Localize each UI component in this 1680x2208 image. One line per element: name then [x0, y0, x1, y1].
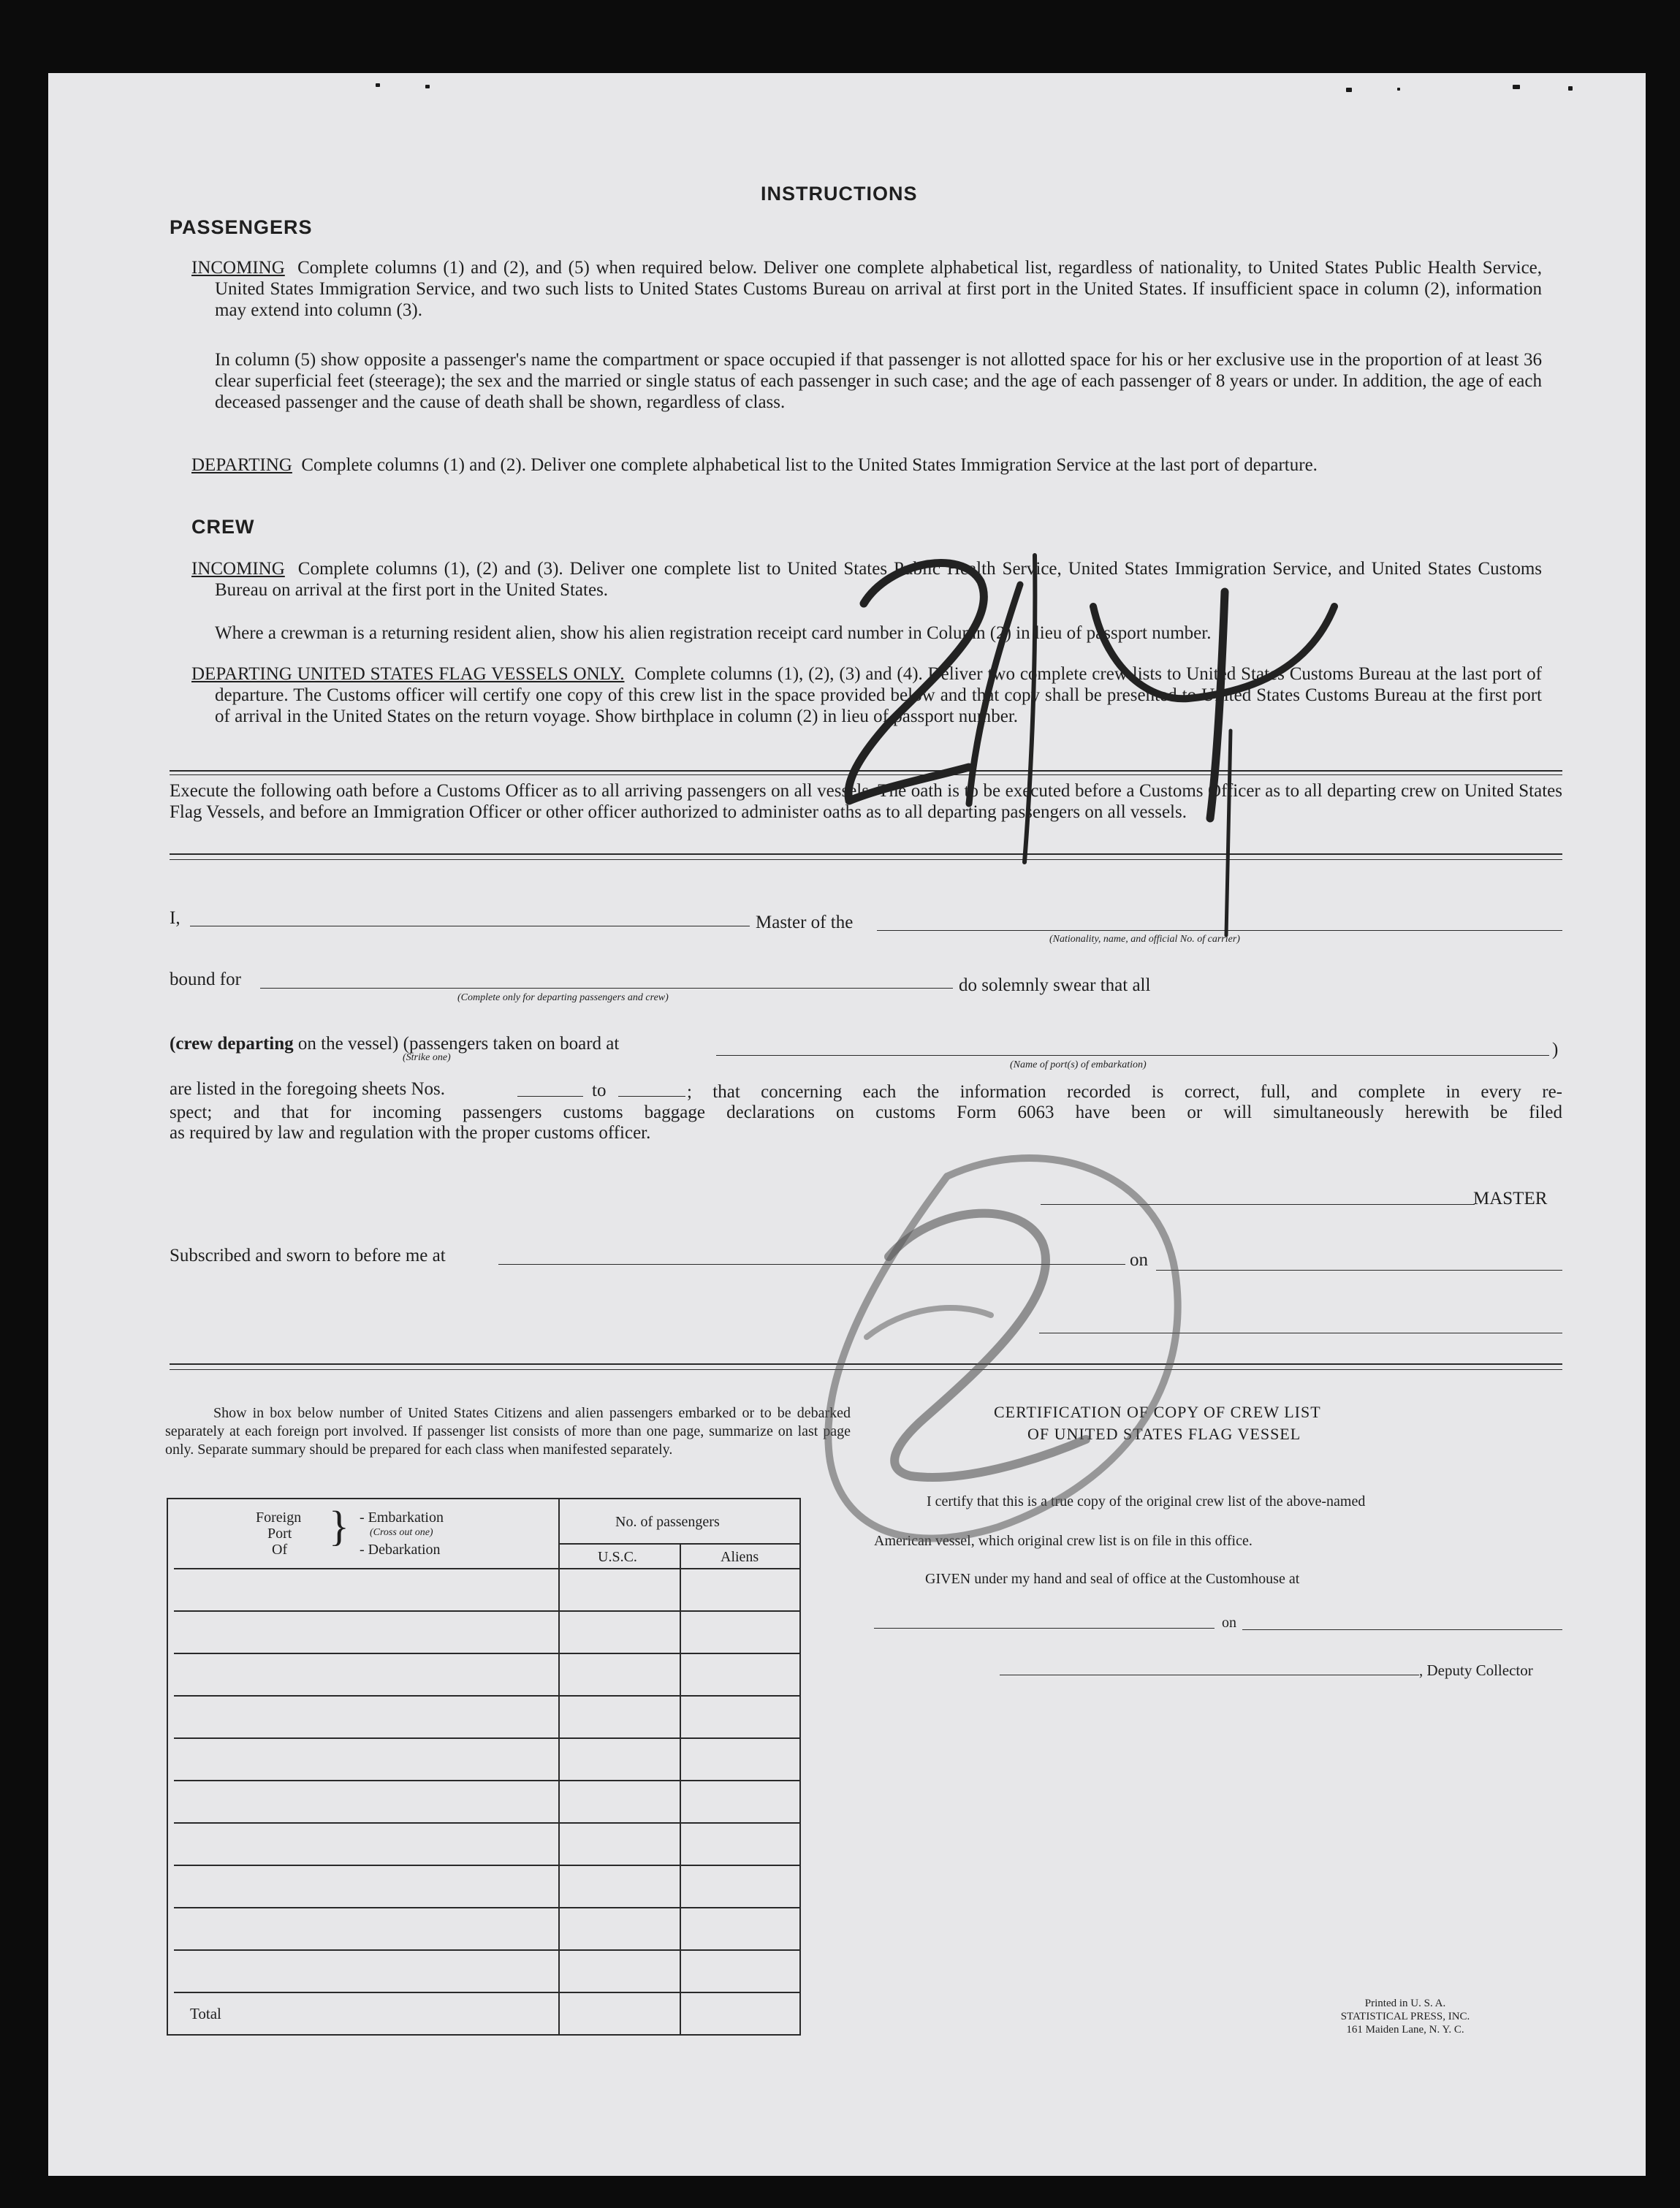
brace-icon: }: [329, 1502, 349, 1550]
certification-title-1: CERTIFICATION OF COPY OF CREW LIST: [994, 1403, 1321, 1421]
crew-incoming-text: Complete columns (1), (2) and (3). Deliver one complete list to United States Public Health Service, United States Immigration Service, and United States Customs Bureau on arrival at the first port in the United States.: [215, 559, 1543, 600]
handwritten-page-number: [779, 482, 1422, 964]
sheet-from-field[interactable]: [517, 1096, 583, 1097]
embarkation-ports-field[interactable]: [716, 1055, 1549, 1056]
debarkation-label: - Debarkation: [360, 1542, 441, 1558]
no-passengers-header: No. of passengers: [615, 1514, 720, 1530]
listed-prefix: are listed in the foregoing sheets Nos.: [170, 1079, 445, 1099]
punch-mark: [1513, 85, 1520, 89]
given-line: GIVEN under my hand and seal of office at the Customhouse at: [925, 1571, 1300, 1587]
table-row: [174, 1610, 799, 1612]
customhouse-field[interactable]: [874, 1628, 1215, 1629]
on-the-vessel-label: on the vessel): [297, 1034, 399, 1054]
aliens-header: Aliens: [721, 1549, 759, 1565]
crew-departing-line: [170, 1033, 619, 1054]
to-label: to: [592, 1081, 607, 1100]
punch-mark: [425, 85, 430, 88]
close-paren: ): [1552, 1040, 1559, 1059]
strike-one-caption: (Strike one): [403, 1052, 451, 1063]
sworn-on-label: on: [1130, 1250, 1148, 1270]
departing-caption: (Complete only for departing passengers and crew): [457, 992, 669, 1003]
departing-us-text: Complete columns (1), (2), (3) and (4). Deliver two complete crew lists to United States Customs Bureau at the last port of departure. The Customs officer will certify one copy of this crew list in the space provided below and that copy shall be presented to United States Customs Bureau at the first port of arrival in the United States on the return voyage. Show birthplace in column (2) in lieu of passport number.: [215, 664, 1542, 726]
oath-intro: Execute the following oath before a Customs Officer as to all arriving passengers on all vessels. The oath is to be executed before a Customs Officer as to all departing crew on United States Flag Vessels, and before an Immigration Officer or other officer authorized to administer oaths as to all departing passengers on all vessels.: [170, 781, 1562, 822]
table-row: [174, 1992, 799, 1993]
total-label: Total: [190, 2005, 221, 2022]
port-label: Port: [267, 1526, 292, 1542]
nationality-caption: (Nationality, name, and official No. of carrier): [1049, 934, 1240, 945]
passengers-heading: PASSENGERS: [170, 216, 313, 238]
oath-i-label: I,: [170, 908, 180, 928]
departing-text: Complete columns (1) and (2). Deliver one complete alphabetical list to the United States Immigration Service at the last port of departure.: [301, 455, 1318, 475]
printer-line-3: 161 Maiden Lane, N. Y. C.: [1346, 2024, 1464, 2036]
instructions-title: INSTRUCTIONS: [761, 183, 918, 205]
master-label: MASTER: [1473, 1189, 1548, 1208]
crew-heading: CREW: [191, 516, 255, 538]
table-row: [174, 1653, 799, 1654]
table-divider: [558, 1499, 560, 2034]
table-divider: [558, 1543, 799, 1545]
foreign-label: Foreign: [256, 1510, 302, 1526]
printer-line-2: STATISTICAL PRESS, INC.: [1340, 2011, 1470, 2022]
departing-us-label: DEPARTING UNITED STATES FLAG VESSELS ONLY.: [191, 664, 625, 684]
ports-caption: (Name of port(s) of embarkation): [1010, 1059, 1147, 1070]
master-of-the-label: Master of the: [756, 913, 854, 932]
crew-incoming-label: INCOMING: [191, 559, 285, 579]
embarkation-label: - Embarkation: [360, 1510, 444, 1526]
table-row: [174, 1949, 799, 1951]
departing-passengers-paragraph: [191, 454, 1542, 476]
certify-line-2: American vessel, which original crew list is on file in this office.: [874, 1533, 1253, 1549]
table-divider: [680, 1543, 681, 2034]
document-page: [48, 73, 1646, 2176]
table-row: [174, 1695, 799, 1697]
circled-number-stamp: [779, 1118, 1261, 1578]
certification-date-field[interactable]: [1242, 1629, 1562, 1630]
incoming-label: INCOMING: [191, 258, 285, 278]
printer-line-1: Printed in U. S. A.: [1364, 1998, 1446, 2009]
listed-rest-1: ; that concerning each the information recorded is correct, full, and complete in every re-: [687, 1082, 1562, 1102]
subscribed-label: Subscribed and sworn to before me at: [170, 1246, 446, 1265]
punch-mark: [1397, 88, 1400, 91]
table-row: [174, 1780, 799, 1781]
deputy-collector-label: , Deputy Collector: [1419, 1661, 1533, 1679]
departing-label: DEPARTING: [191, 455, 292, 475]
listed-rest-3: as required by law and regulation with the proper customs officer.: [170, 1123, 651, 1143]
certify-line-1: I certify that this is a true copy of the original crew list of the above-named: [927, 1493, 1366, 1510]
listed-rest-2: spect; and that for incoming passengers customs baggage declarations on customs Form 6063 have been or will simultaneously herewith be filed: [170, 1103, 1562, 1122]
punch-mark: [1346, 88, 1352, 92]
table-row: [174, 1737, 799, 1739]
listed-line-1: [170, 1078, 445, 1100]
punch-mark: [376, 83, 380, 87]
bound-for-label: bound for: [170, 970, 241, 989]
bound-for-field[interactable]: [260, 988, 953, 989]
of-label: Of: [272, 1542, 288, 1558]
punch-mark: [1568, 86, 1573, 91]
table-row: [174, 1907, 799, 1908]
column5-paragraph: In column (5) show opposite a passenger's name the compartment or space occupied if that passenger is not allotted space for his or her exclusive use in the proportion of at least 36 clear superficial feet (steerage); the sex and the married or single status of each passenger in such case; and the age of each passenger of 8 years or under. In addition, the age of each deceased passenger and the cause of death shall be shown, regardless of class.: [215, 350, 1542, 412]
incoming-passengers-paragraph: [191, 257, 1542, 321]
usc-header: U.S.C.: [598, 1549, 637, 1565]
sheet-to-field[interactable]: [618, 1096, 685, 1097]
summary-note: Show in box below number of United States Citizens and alien passengers embarked or to be debarked separately at each foreign port involved. If passenger list consists of more than one page, summarize on last page only. Separate summary should be prepared for each class when manifested separately.: [165, 1405, 851, 1458]
crew-departing-label: (crew departing: [170, 1034, 294, 1054]
cross-out-caption: (Cross out one): [370, 1527, 433, 1538]
table-row: [174, 1822, 799, 1824]
table-row: [174, 1865, 799, 1866]
summary-table: [167, 1498, 801, 2036]
passengers-taken-label: (passengers taken on board at: [403, 1034, 620, 1054]
certification-on-label: on: [1222, 1615, 1236, 1631]
swear-label: do solemnly swear that all: [959, 975, 1151, 995]
crewman-paragraph: Where a crewman is a returning resident alien, show his alien registration receipt card number in Column (2) in lieu of passport number.: [215, 623, 1212, 643]
table-divider: [174, 1568, 799, 1569]
certification-title-2: OF UNITED STATES FLAG VESSEL: [1027, 1425, 1301, 1443]
incoming-text: Complete columns (1) and (2), and (5) when required below. Deliver one complete alphabetical list, regardless of nationality, to United States Public Health Service, United States Immigration Service, and two such lists to United States Customs Bureau on arrival at first port in the United States. If insufficient space in column (2), information may extend into column (3).: [215, 258, 1543, 320]
